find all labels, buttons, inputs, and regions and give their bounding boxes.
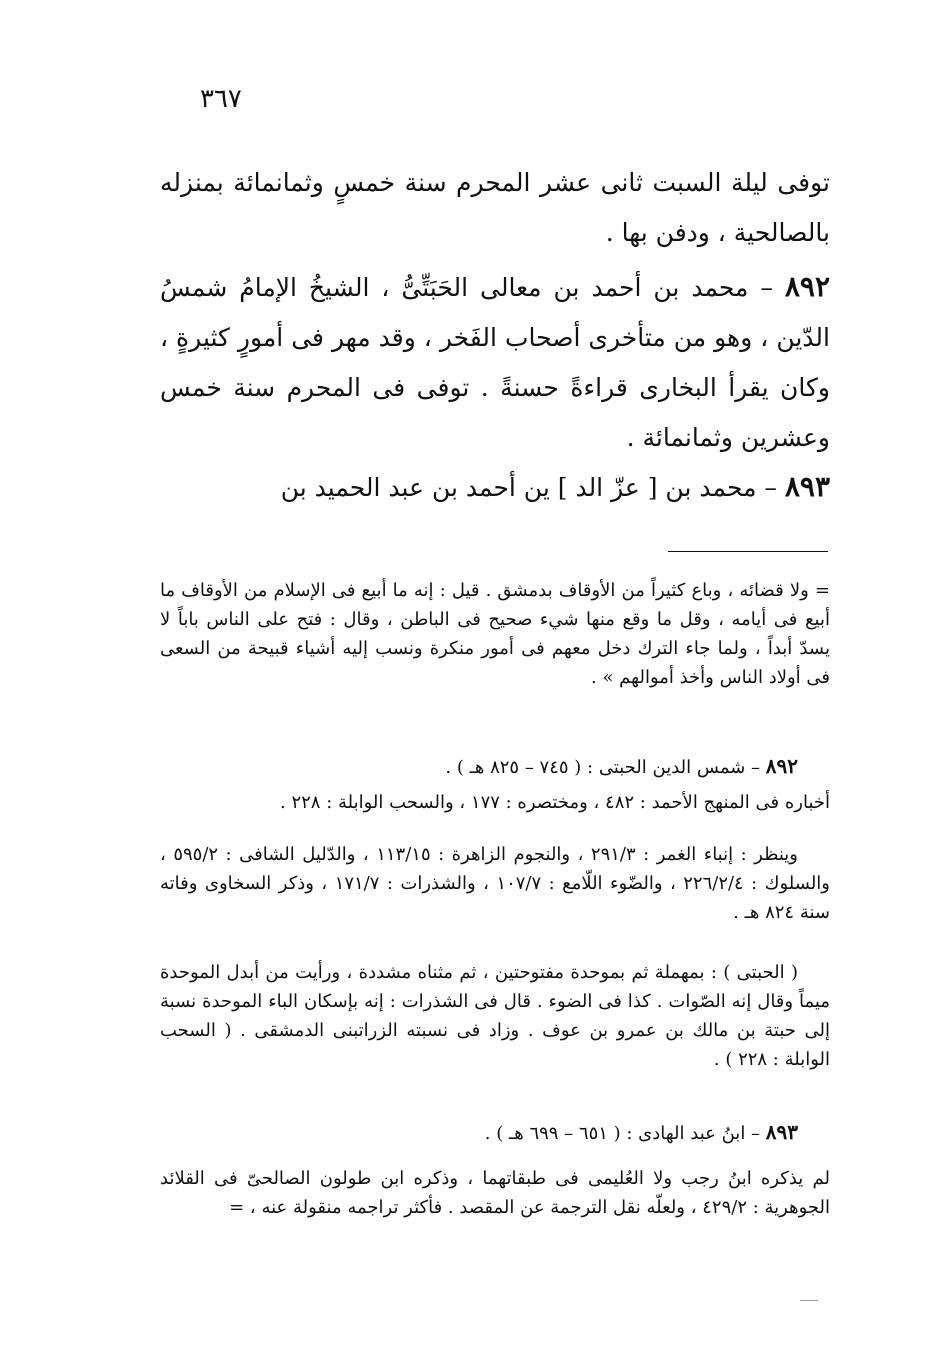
main-paragraph-continuation: توفى ليلة السبت ثانى عشر المحرم سنة خمسٍ وثمانمائة بمنزله بالصالحية ، ودفن بها . bbox=[160, 168, 830, 247]
footnote-number: ٨٩٣ bbox=[765, 1120, 798, 1144]
footnote-number: ٨٩٢ bbox=[765, 754, 798, 778]
footnote-892-sources: أخباره فى المنهج الأحمد : ٤٨٢ ، ومختصره : ١٧٧ ، والسحب الوابلة : ٢٢٨ . bbox=[280, 792, 830, 813]
footnote-892-heading bbox=[160, 752, 830, 782]
footnote-893-text: لم يذكره ابنُ رجب ولا العُليمى فى طبقاتهما ، وذكره ابن طولون الصالحىّ فى القلائد الجوهرية : ٤٢٩/٢ ، ولعلّه نقل الترجمة عن المقصد . فأكثر تراجمه منقولة عنه ، = bbox=[160, 1168, 830, 1218]
entry-number: ٨٩٣ bbox=[784, 470, 830, 503]
main-entry-893 bbox=[160, 462, 830, 513]
entry-text: – محمد بن [ عزّ الد ] ين أحمد بن عبد الحميد بن bbox=[280, 473, 785, 502]
footnote-893-heading bbox=[160, 1118, 830, 1148]
entry-text: – محمد بن أحمد بن معالى الحَبَتِّىُّ ، الشيخُ الإمامُ شمسُ الدّين ، وهو من متأخرى أصحاب الفَخر ، وقد مهر فى أمورٍ كثيرةٍ ، وكان يقرأ البخارى قراءةً حسنةً . توفى فى المحرم سنة خمس وعشرين وثمانمائة . bbox=[160, 273, 830, 452]
footnote-heading-text: – ابنُ عبد الهادى : ( ٦٥١ – ٦٩٩ هـ ) . bbox=[484, 1123, 766, 1144]
scan-edge-mark bbox=[800, 1300, 818, 1301]
footnote-separator-rule bbox=[668, 551, 828, 552]
page-number: ٣٦٧ bbox=[200, 84, 242, 114]
footnote-heading-text: – شمس الدين الحبتى : ( ٧٤٥ – ٨٢٥ هـ ) . bbox=[445, 757, 766, 778]
main-entry-892 bbox=[160, 262, 830, 463]
footnote-continuation: = ولا قضائه ، وباع كثيراً من الأوقاف بدمشق . قيل : إنه ما أبيع فى الإسلام من الأوقاف ما أبيع فى أيامه ، وقل ما وقع منها شيء صحيح فى الباطن ، وقال : فتح على الناس باباً لا يسدّ أبداً ، ولما جاء الترك دخل معهم فى أمور منكرة ونسب إليه أشياء قبيحة من السعى فى أولاد الناس وأخذ أموالهم » . bbox=[160, 580, 830, 688]
footnote-892-nisba-note: ( الحبتى ) : بمهملة ثم بموحدة مفتوحتين ، ثم مثناه مشددة ، ورأيت من أبدل الموحدة ميماً وقال إنه الصّوات . كذا فى الضوء . قال فى الشذرات : إنه بإسكان الباء الموحدة نسبة إلى حبتة بن مالك بن عمرو بن عوف . وزاد فى نسبته الزراتبنى الدمشقى . ( السحب الوابلة : ٢٢٨ ) . bbox=[160, 962, 830, 1070]
entry-number: ٨٩٢ bbox=[784, 270, 830, 303]
footnote-892-references: وينظر : إنباء الغمر : ٢٩١/٣ ، والنجوم الزاهرة : ١١٣/١٥ ، والدّليل الشافى : ٥٩٥/٢ ، والسلوك : ٢٢٦/٢/٤ ، والضّوء اللّامع : ١٠٧/٧ ، والشذرات : ١٧١/٧ ، وذكر السخاوى وفاته سنة ٨٢٤ هـ . bbox=[160, 844, 830, 923]
